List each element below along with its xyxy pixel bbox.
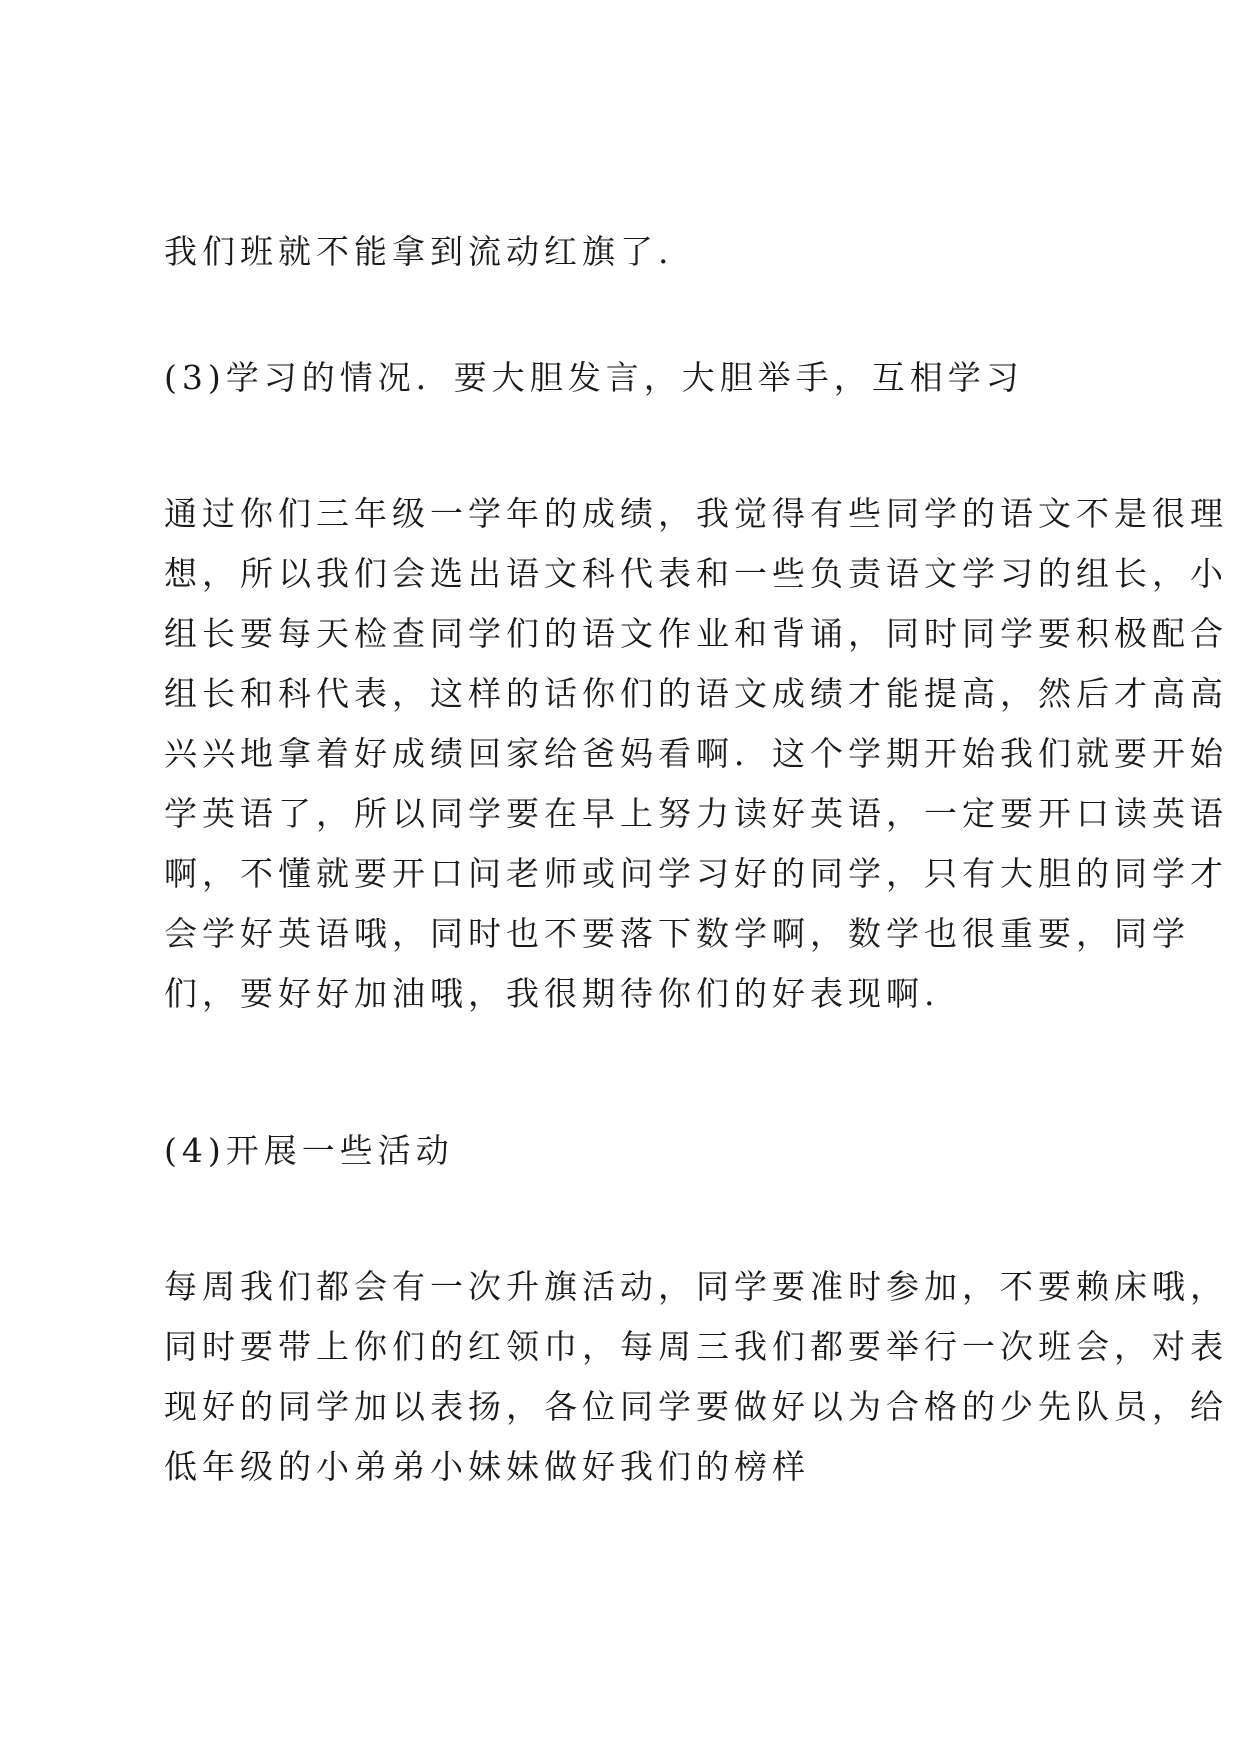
paragraph-line: 低年级的小弟弟小妹妹做好我们的榜样 (164, 1447, 810, 1486)
paragraph-line: 通过你们三年级一学年的成绩，我觉得有些同学的语文不是很理 (164, 494, 1228, 533)
section-4-heading-block (164, 1121, 1094, 1181)
paragraph-line: 啊，不懂就要开口问老师或问学习好的同学，只有大胆的同学才 (164, 854, 1228, 893)
paragraph-line: 每周我们都会有一次升旗活动，同学要准时参加，不要赖床哦， (164, 1267, 1228, 1306)
paragraph-line: 组长要每天检查同学们的语文作业和背诵，同时同学要积极配合 (164, 614, 1228, 653)
section-4-paragraph (164, 1257, 1228, 1497)
paragraph-line: 学英语了，所以同学要在早上努力读好英语，一定要开口读英语 (164, 794, 1228, 833)
section-heading: (3)学习的情况．要大胆发言，大胆举手，互相学习 (164, 358, 1024, 397)
paragraph-line: 组长和科代表，这样的话你们的语文成绩才能提高，然后才高高 (164, 674, 1228, 713)
paragraph-line: 现好的同学加以表扬，各位同学要做好以为合格的少先队员，给 (164, 1387, 1228, 1426)
paragraph-line: 会学好英语哦，同时也不要落下数学啊，数学也很重要，同学 (164, 914, 1190, 953)
paragraph-line: 兴兴地拿着好成绩回家给爸妈看啊．这个学期开始我们就要开始 (164, 734, 1228, 773)
section-heading: (4)开展一些活动 (164, 1131, 454, 1170)
section-3-heading-block (164, 348, 1094, 408)
paragraph-line: 们，要好好加油哦，我很期待你们的好表现啊. (164, 974, 940, 1013)
paragraph-line: 同时要带上你们的红领巾，每周三我们都要举行一次班会，对表 (164, 1327, 1228, 1366)
section-3-paragraph (164, 484, 1228, 1024)
paragraph-line: 想，所以我们会选出语文科代表和一些负责语文学习的组长，小 (164, 554, 1228, 593)
intro-paragraph (164, 222, 1094, 282)
paragraph-line: 我们班就不能拿到流动红旗了. (164, 232, 674, 271)
